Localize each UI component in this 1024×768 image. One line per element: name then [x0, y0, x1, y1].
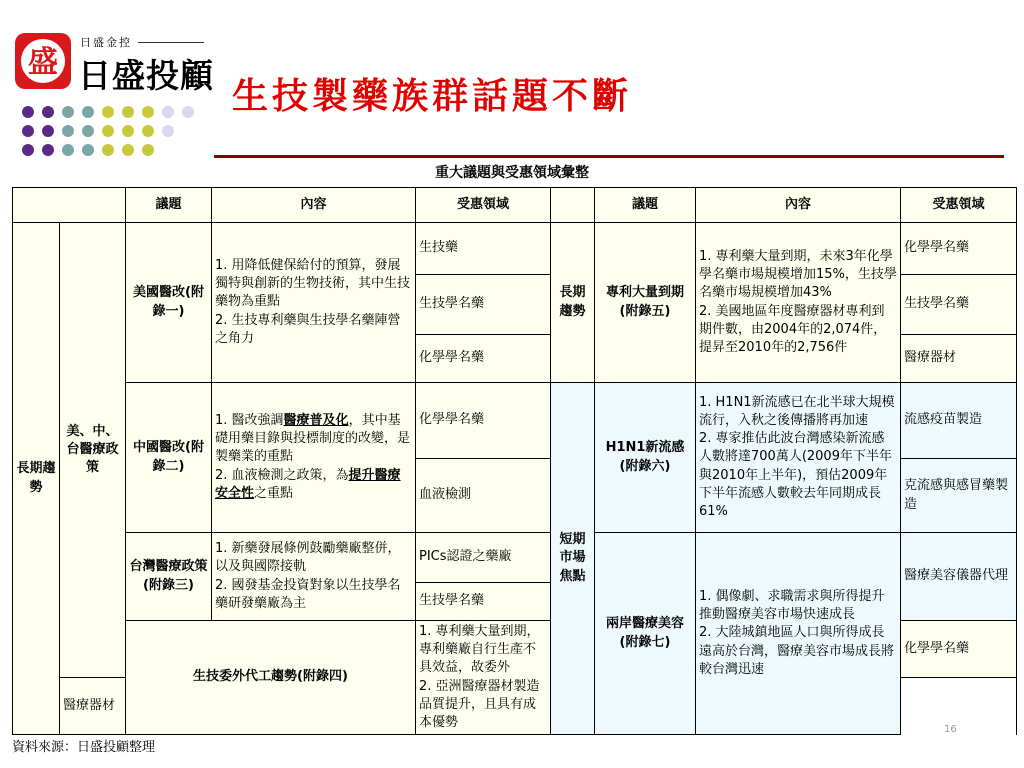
patent-field-2: 生技學名藥: [901, 275, 1017, 335]
header-issue: 議題: [126, 188, 212, 223]
brand-small-text: 日盛金控: [80, 36, 132, 49]
title-underline: [214, 155, 1004, 158]
h1n1-field-1: 流感疫苗製造: [901, 383, 1017, 459]
brand-name: 日盛投顧: [78, 56, 214, 95]
right-long-group: 長期趨勢: [551, 223, 595, 383]
us-field-2: 生技學名藥: [416, 275, 551, 335]
oem-content: [416, 621, 551, 735]
oem-issue: 生技委外代工趨勢(附錄四): [126, 621, 416, 735]
header-blank-left: [13, 188, 126, 223]
oem-content-2: 2. 亞洲醫療器材製造品質提升，且具有成本優勢: [419, 678, 540, 730]
header-content: 內容: [212, 188, 416, 223]
cn-content-2: 2. 血液檢測之政策，為提升醫療安全性之重點: [215, 467, 401, 501]
right-short-group: 短期市場焦點: [551, 383, 595, 735]
tw-content: [212, 533, 416, 621]
us-issue: 美國醫改(附錄一): [126, 223, 212, 383]
patent-field-3: 醫療器材: [901, 335, 1017, 383]
left-subgroup-label: 美、中、台醫療政策: [60, 223, 126, 678]
source-note: 資料來源：日盛投顧整理: [12, 740, 156, 755]
us-field-1: 生技藥: [416, 223, 551, 275]
tw-content-1: 1. 新藥發展條例鼓勵藥廠整併，以及與國際接軌: [215, 541, 401, 575]
cn-issue: 中國醫改(附錄二): [126, 383, 212, 533]
patent-field-1: 化學學名藥: [901, 223, 1017, 275]
beauty-issue: 兩岸醫療美容(附錄七): [595, 533, 696, 735]
h1n1-field-2: 克流感與感冒藥製造: [901, 459, 1017, 533]
tw-content-2: 2. 國發基金投資對象以生技學名藥研發藥廠為主: [215, 577, 401, 611]
beauty-field-1: 醫療美容儀器代理: [901, 533, 1017, 621]
table-caption: 重大議題與受惠領域彙整: [435, 165, 589, 181]
header-row: [13, 188, 1017, 223]
page-number: 16: [944, 724, 957, 735]
us-content-2: 2. 生技專利藥與生技學名藥陣營之角力: [215, 312, 401, 346]
us-content-1: 1. 用降低健保給付的預算，發展獨特與創新的生物技術，其中生技藥物為重點: [215, 258, 411, 310]
brand-mark-glyph: 盛: [28, 45, 58, 80]
tw-field-2: 生技學名藥: [416, 583, 551, 621]
h1n1-content-1: 1. H1N1新流感已在北半球大規模流行，入秋之後傳播將再加速: [699, 394, 895, 429]
beauty-content-2: 2. 大陸城鎮地區人口與所得成長遠高於台灣，醫療美容市場成長將較台灣迅速: [699, 625, 895, 677]
h1n1-issue: H1N1新流感(附錄六): [595, 383, 696, 533]
oem-field-1: 化學學名藥: [901, 621, 1017, 678]
patent-content-2: 2. 美國地區年度醫療器材專利到期件數，由2004年的2,074件，提昇至2010年的2,756件: [699, 303, 887, 355]
brand-rule: [138, 42, 204, 43]
header-field-right: 受惠領域: [901, 188, 1017, 223]
decorative-dots: [20, 104, 200, 160]
patent-content-1: 1. 專利藥大量到期，未來3年化學學名藥市場規模增加15%，生技學名藥市場規模增加43%: [699, 248, 897, 301]
brand-mark-icon: [14, 32, 72, 90]
cn-content: [212, 383, 416, 533]
tw-field-1: PICs認證之藥廠: [416, 533, 551, 583]
h1n1-content-2: 2. 專家推估此波台灣感染新流感人數將達700萬人(2009年下半年與2010年上半年)，預估2009年下半年流感人數較去年同期成長61%: [699, 431, 892, 519]
header-blank-right: [551, 188, 595, 223]
header-content-right: 內容: [696, 188, 901, 223]
beauty-content-1: 1. 偶像劇、求職需求與所得提升推動醫療美容市場快速成長: [699, 589, 885, 623]
us-field-3: 化學學名藥: [416, 335, 551, 383]
tw-issue: 台灣醫療政策(附錄三): [126, 533, 212, 621]
cn-field-1: 化學學名藥: [416, 383, 551, 459]
oem-content-1: 1. 專利藥大量到期，專利藥廠自行生產不具效益，故委外: [419, 624, 540, 676]
brand-logo: [14, 30, 214, 96]
cn-field-2: 血液檢測: [416, 459, 551, 533]
beauty-content: [696, 533, 901, 735]
cn-content-1: 1. 醫改強調醫療普及化，其中基礎用藥目錄與投標制度的改變，是製藥業的重點: [215, 413, 411, 465]
patent-issue: 專利大量到期(附錄五): [595, 223, 696, 383]
us-content: [212, 223, 416, 383]
patent-content: [696, 223, 901, 383]
header-issue-right: 議題: [595, 188, 696, 223]
left-group-label: 長期趨勢: [13, 223, 60, 735]
slide-title: 生技製藥族群話題不斷: [232, 75, 633, 117]
issues-table: [12, 187, 1017, 735]
header-field: 受惠領域: [416, 188, 551, 223]
h1n1-content: [696, 383, 901, 533]
oem-field-2: 醫療器材: [60, 678, 126, 735]
